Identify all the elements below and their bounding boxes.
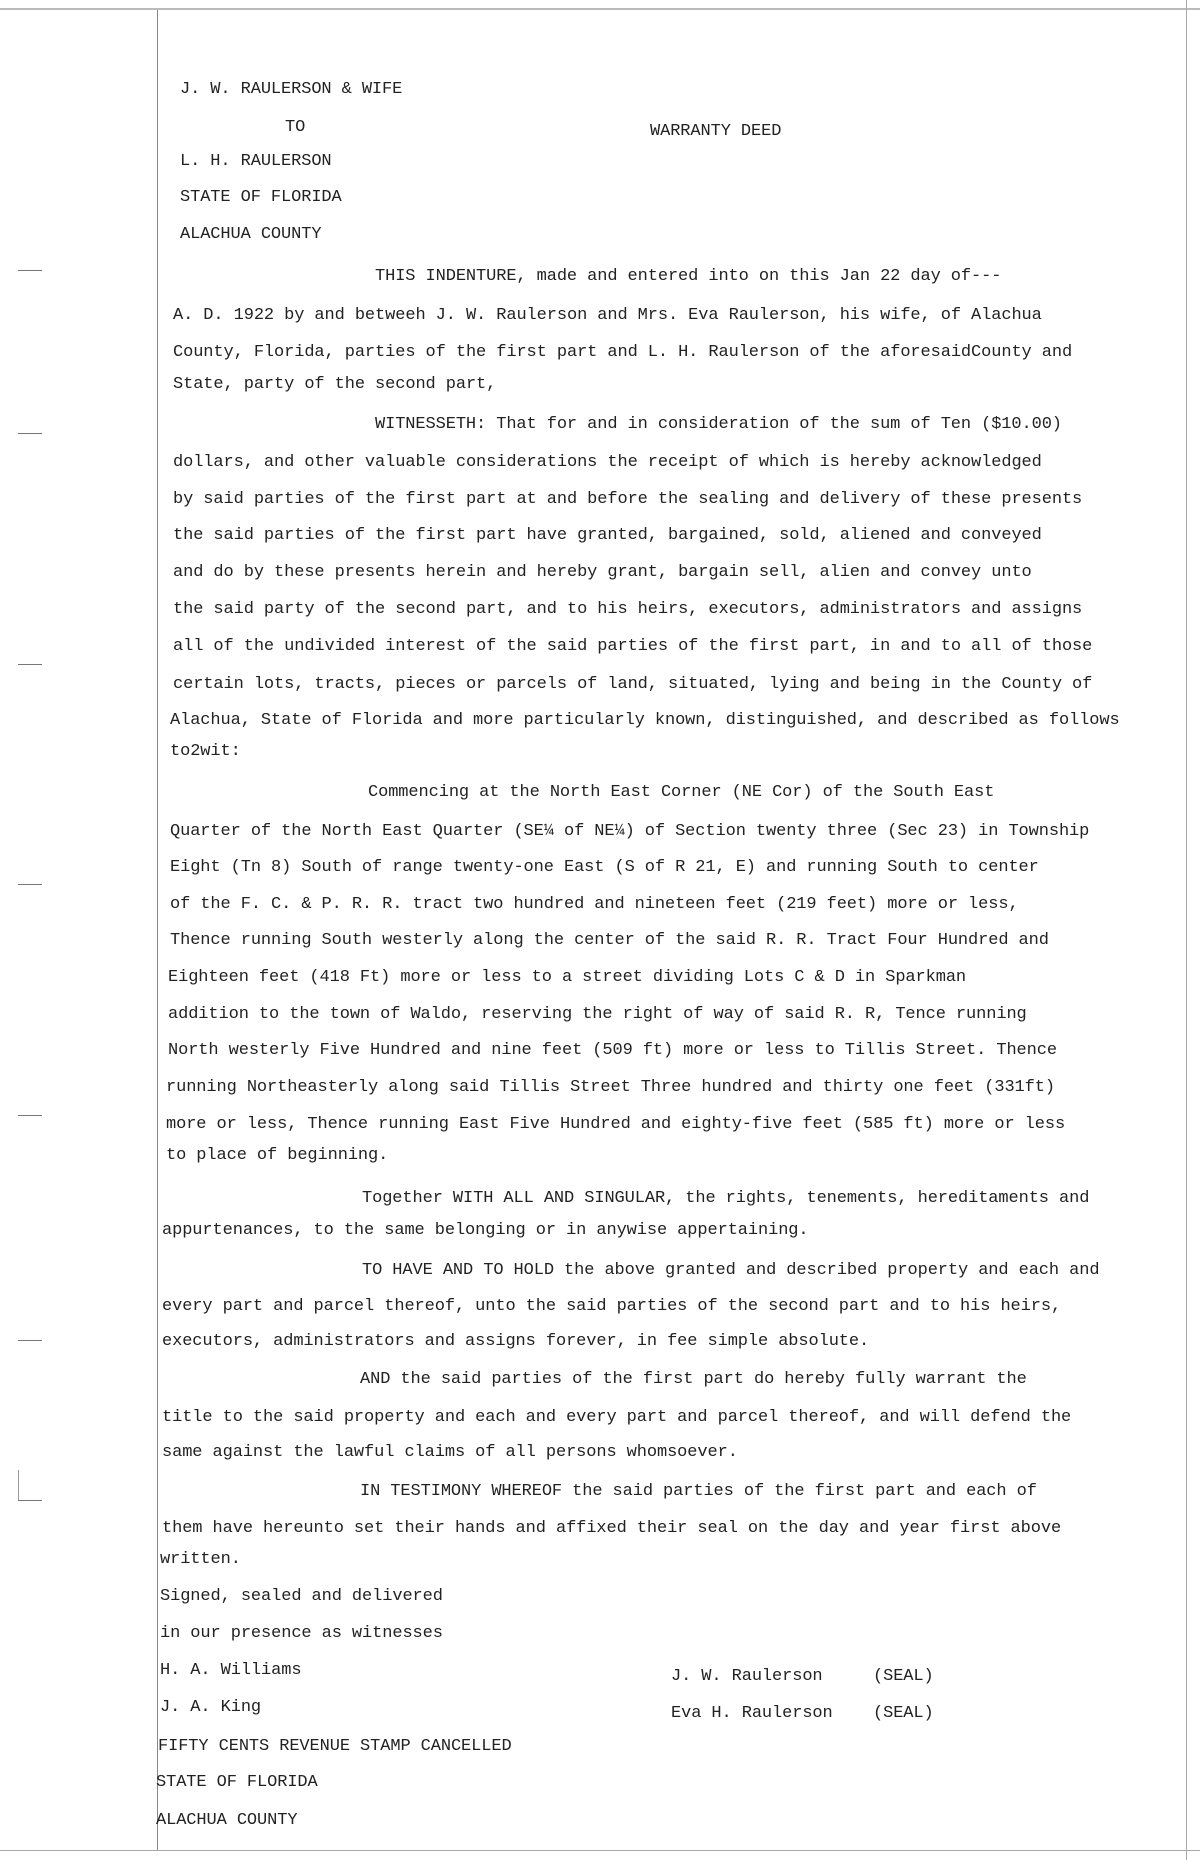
deed-line: County, Florida, parties of the first part and L. H. Raulerson of the aforesaidCounty and <box>173 343 1073 362</box>
deed-line: J. W. RAULERSON & WIFE <box>180 80 403 99</box>
right-edge-line <box>1186 0 1187 1860</box>
deed-line: TO HAVE AND TO HOLD the above granted and described property and each and <box>362 1261 1100 1280</box>
deed-line: (SEAL) <box>873 1667 934 1686</box>
hole-punch-mark <box>18 270 42 271</box>
deed-line: to2wit: <box>170 742 241 761</box>
deed-line: Thence running South westerly along the center of the said R. R. Tract Four Hundred and <box>170 931 1049 950</box>
deed-line: same against the lawful claims of all persons whomsoever. <box>162 1443 738 1462</box>
deed-line: the said parties of the first part have granted, bargained, sold, aliened and conveyed <box>173 526 1042 545</box>
deed-line: Together WITH ALL AND SINGULAR, the rights, tenements, hereditaments and <box>362 1189 1090 1208</box>
deed-line: every part and parcel thereof, unto the said parties of the second part and to his heirs, <box>162 1297 1062 1316</box>
deed-line: them have hereunto set their hands and affixed their seal on the day and year first above <box>162 1519 1062 1538</box>
deed-line: running Northeasterly along said Tillis Street Three hundred and thirty one feet (331ft) <box>166 1078 1055 1097</box>
deed-line: State, party of the second part, <box>173 375 497 394</box>
hole-punch-mark <box>18 884 42 885</box>
deed-line: executors, administrators and assigns forever, in fee simple absolute. <box>162 1332 870 1351</box>
hole-punch-mark <box>18 1500 42 1501</box>
deed-line: Signed, sealed and delivered <box>160 1587 443 1606</box>
deed-line: by said parties of the first part at and before the sealing and delivery of these presents <box>173 490 1083 509</box>
deed-line: of the F. C. & P. R. R. tract two hundred and nineteen feet (219 feet) more or less, <box>170 895 1019 914</box>
deed-line: dollars, and other valuable considerations the receipt of which is hereby acknowledged <box>173 453 1042 472</box>
deed-line: North westerly Five Hundred and nine feet (509 ft) more or less to Tillis Street. Thence <box>168 1041 1057 1060</box>
hole-punch-mark <box>18 664 42 665</box>
deed-line: ALACHUA COUNTY <box>180 225 322 244</box>
hole-punch-mark <box>18 1340 42 1341</box>
deed-line: Eva H. Raulerson <box>671 1704 833 1723</box>
deed-line: written. <box>160 1550 241 1569</box>
deed-line: STATE OF FLORIDA <box>156 1773 318 1792</box>
deed-line: ALACHUA COUNTY <box>156 1811 298 1830</box>
deed-line: more or less, Thence running East Five Hundred and eighty-five feet (585 ft) more or less <box>166 1115 1066 1134</box>
deed-line: addition to the town of Waldo, reserving the right of way of said R. R, Tence running <box>168 1005 1027 1024</box>
deed-line: H. A. Williams <box>160 1661 302 1680</box>
deed-line: Eighteen feet (418 Ft) more or less to a street dividing Lots C & D in Sparkman <box>168 968 967 987</box>
deed-line: appurtenances, to the same belonging or in anywise appertaining. <box>162 1221 809 1240</box>
deed-line: J. W. Raulerson <box>671 1667 823 1686</box>
deed-line: certain lots, tracts, pieces or parcels of land, situated, lying and being in the County of <box>173 675 1093 694</box>
deed-line: IN TESTIMONY WHEREOF the said parties of the first part and each of <box>360 1482 1037 1501</box>
deed-line: Commencing at the North East Corner (NE Cor) of the South East <box>368 783 995 802</box>
deed-line: the said party of the second part, and to his heirs, executors, administrators and assigns <box>173 600 1083 619</box>
deed-line: TO <box>285 118 306 137</box>
hole-punch-mark <box>18 433 42 434</box>
bottom-border <box>0 1850 1200 1851</box>
deed-line: (SEAL) <box>873 1704 934 1723</box>
hole-punch-mark <box>18 1115 42 1116</box>
deed-line: STATE OF FLORIDA <box>180 188 342 207</box>
deed-line: to place of beginning. <box>166 1146 389 1165</box>
deed-line: all of the undivided interest of the said parties of the first part, in and to all of those <box>173 637 1093 656</box>
deed-line: Quarter of the North East Quarter (SE¼ of NE¼) of Section twenty three (Sec 23) in Township <box>170 822 1090 841</box>
deed-line: J. A. King <box>160 1698 262 1717</box>
deed-line: title to the said property and each and every part and parcel thereof, and will defend the <box>162 1408 1072 1427</box>
deed-line: Alachua, State of Florida and more particularly known, distinguished, and described as follows <box>170 711 1120 730</box>
deed-line: THIS INDENTURE, made and entered into on this Jan 22 day of--- <box>375 267 1002 286</box>
deed-line: WITNESSETH: That for and in consideration of the sum of Ten ($10.00) <box>375 415 1062 434</box>
deed-line: WARRANTY DEED <box>650 122 782 141</box>
top-border <box>0 8 1200 10</box>
deed-line: A. D. 1922 by and betweeh J. W. Raulerson and Mrs. Eva Raulerson, his wife, of Alachua <box>173 306 1042 325</box>
left-margin-line <box>157 10 158 1850</box>
deed-line: FIFTY CENTS REVENUE STAMP CANCELLED <box>158 1737 512 1756</box>
deed-line: L. H. RAULERSON <box>180 152 332 171</box>
deed-line: AND the said parties of the first part do hereby fully warrant the <box>360 1370 1027 1389</box>
hole-punch-mark <box>18 1470 19 1500</box>
deed-line: in our presence as witnesses <box>160 1624 443 1643</box>
deed-line: and do by these presents herein and hereby grant, bargain sell, alien and convey unto <box>173 563 1032 582</box>
deed-line: Eight (Tn 8) South of range twenty-one East (S of R 21, E) and running South to center <box>170 858 1039 877</box>
